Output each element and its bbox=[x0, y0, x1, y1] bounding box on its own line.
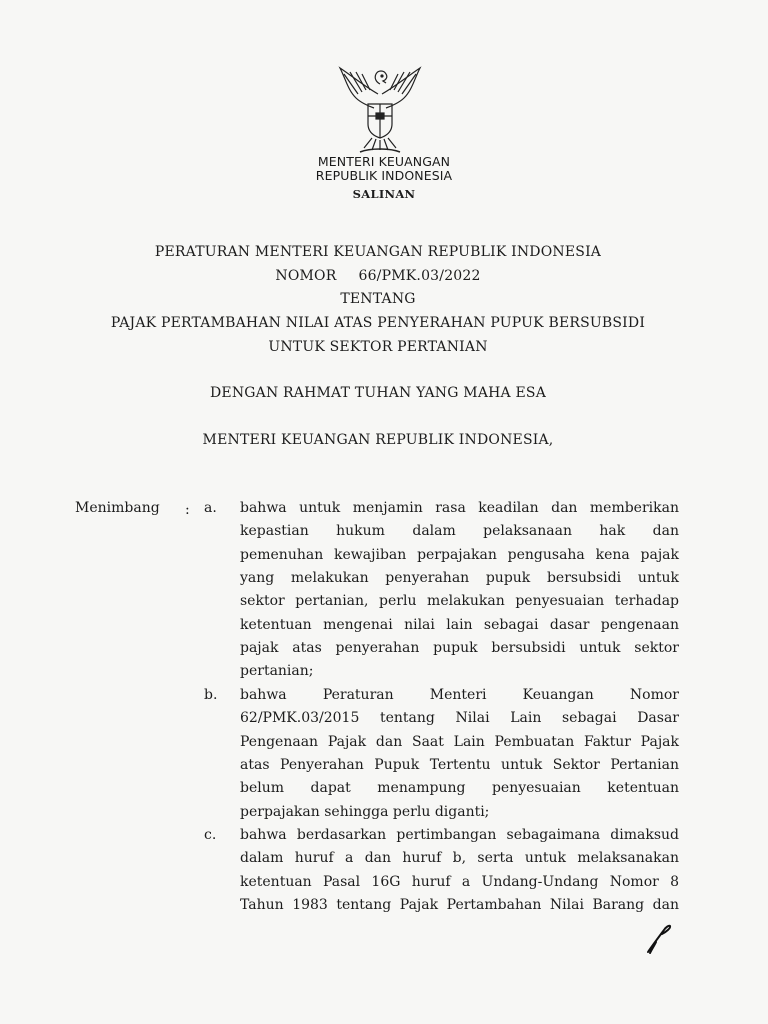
item-text-line: pertanian; bbox=[240, 663, 314, 680]
item-letter: b. bbox=[204, 687, 218, 703]
item-text-line: yang melakukan penyerahan pupuk bersubsidi untuk bbox=[240, 569, 679, 586]
issuer-line: MENTERI KEUANGAN REPUBLIK INDONESIA, bbox=[202, 432, 554, 448]
item-text-line: pemenuhan kewajiban perpajakan pengusaha kena pajak bbox=[240, 546, 679, 563]
menimbang-colon: : bbox=[185, 502, 190, 518]
item-text-line: dalam huruf a dan huruf b, serta untuk melaksanakan bbox=[240, 850, 679, 867]
menimbang-label: Menimbang bbox=[75, 500, 160, 516]
item-text-line: bahwa untuk menjamin rasa keadilan dan memberikan bbox=[240, 500, 679, 516]
nomor-label: NOMOR bbox=[275, 268, 337, 284]
item-text-line: pajak atas penyerahan pupuk bersubsidi untuk sektor bbox=[240, 639, 679, 656]
item-text-line: bahwa berdasarkan pertimbangan sebagaimana dimaksud bbox=[240, 827, 679, 843]
item-text-line: ketentuan mengenai nilai lain sebagai dasar pengenaan bbox=[240, 616, 679, 633]
invocation: DENGAN RAHMAT TUHAN YANG MAHA ESA bbox=[209, 385, 547, 401]
item-text-line: atas Penyerahan Pupuk Tertentu untuk Sektor Pertanian bbox=[240, 756, 679, 773]
item-text-line: belum dapat menampung penyesuaian ketentuan bbox=[240, 780, 679, 797]
institution-line-2: REPUBLIK INDONESIA bbox=[315, 168, 453, 183]
item-text-line: kepastian hukum dalam pelaksanaan hak dan bbox=[240, 523, 679, 540]
garuda-emblem-icon bbox=[334, 64, 426, 156]
item-text-line: ketentuan Pasal 16G huruf a Undang-Undang Nomor 8 bbox=[240, 873, 679, 890]
handwritten-initial-icon bbox=[644, 922, 674, 956]
item-text-line: Pengenaan Pajak dan Saat Lain Pembuatan Faktur Pajak bbox=[240, 733, 679, 750]
regulation-subject-line-2: UNTUK SEKTOR PERTANIAN bbox=[268, 339, 488, 355]
copy-stamp: SALINAN bbox=[352, 187, 416, 201]
item-letter: a. bbox=[204, 500, 217, 516]
item-text-line: perpajakan sehingga perlu diganti; bbox=[240, 803, 490, 820]
item-text-line: sektor pertanian, perlu melakukan penyesuaian terhadap bbox=[240, 593, 679, 610]
item-text-line: Tahun 1983 tentang Pajak Pertambahan Nilai Barang dan bbox=[240, 896, 679, 913]
regulation-subject-line-1: PAJAK PERTAMBAHAN NILAI ATAS PENYERAHAN PUPUK BERSUBSIDI bbox=[110, 315, 646, 331]
regulation-number bbox=[0, 268, 756, 284]
regulation-title: PERATURAN MENTERI KEUANGAN REPUBLIK INDONESIA bbox=[154, 244, 602, 260]
tentang-label: TENTANG bbox=[340, 291, 416, 307]
item-text-line: bahwa Peraturan Menteri Keuangan Nomor bbox=[240, 687, 679, 703]
item-letter: c. bbox=[204, 827, 217, 843]
institution-line-1: MENTERI KEUANGAN bbox=[317, 154, 451, 169]
nomor-value: 66/PMK.03/2022 bbox=[358, 268, 481, 284]
item-text-line: 62/PMK.03/2015 tentang Nilai Lain sebagai Dasar bbox=[240, 710, 679, 727]
